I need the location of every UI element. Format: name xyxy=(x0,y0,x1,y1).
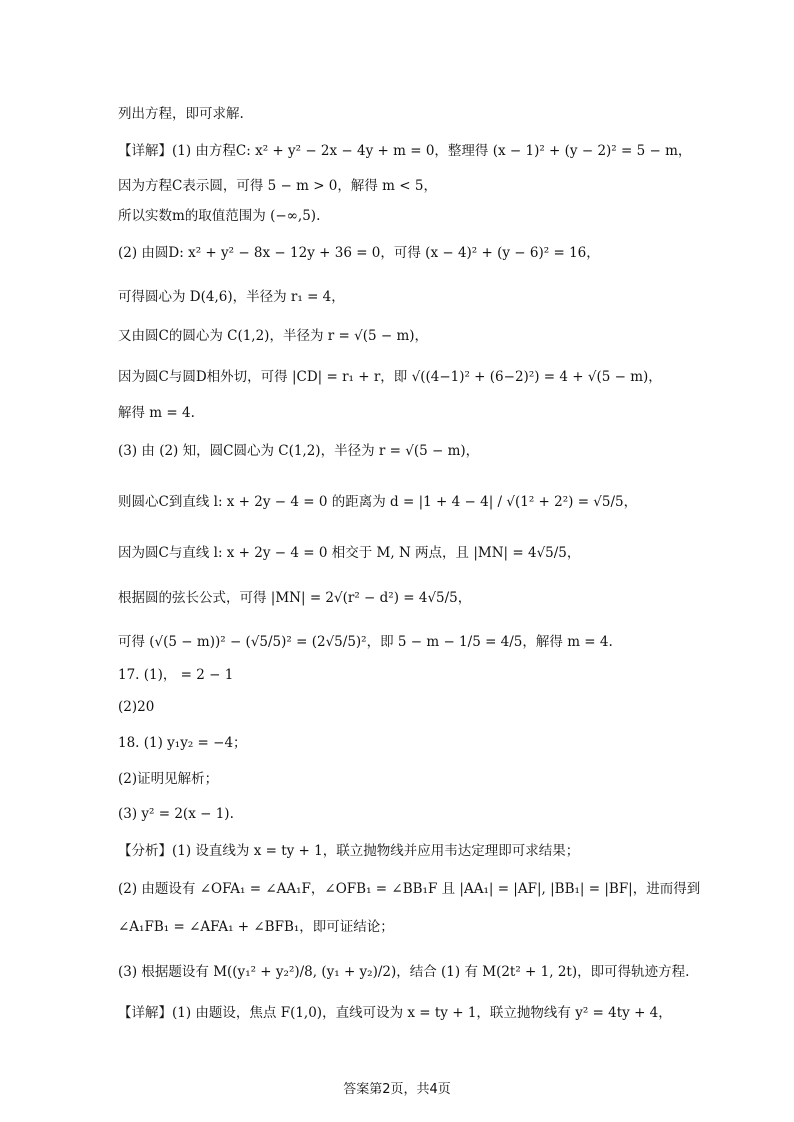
text-line: 又由圆C的圆心为 C(1,2)，半径为 r = √(5 − m)， xyxy=(118,328,429,344)
text-line: 18. (1) y₁y₂ = −4； xyxy=(118,735,247,751)
text-line: 【详解】(1) 由题设，焦点 F(1,0)，直线可设为 x = ty + 1，联立抛物线有 y² = 4ty + 4， xyxy=(118,1005,672,1021)
text-line: 因为方程C表示圆，可得 5 − m > 0，解得 m < 5， xyxy=(118,178,437,194)
text-line: (2)20 xyxy=(118,699,155,715)
text-line: (2) 由题设有 ∠OFA₁ = ∠AA₁F，∠OFB₁ = ∠BB₁F 且 |AA₁| = |AF|, |BB₁| = |BF|，进而得到 xyxy=(118,881,701,897)
page-footer: 答案第2页，共4页 xyxy=(343,1082,451,1097)
text-line: 【详解】(1) 由方程C: x² + y² − 2x − 4y + m = 0，整理得 (x − 1)² + (y − 2)² = 5 − m， xyxy=(118,143,692,159)
text-line: 所以实数m的取值范围为 (−∞,5). xyxy=(118,208,321,224)
text-line: (2) 由圆D: x² + y² − 8x − 12y + 36 = 0，可得 (x − 4)² + (y − 6)² = 16， xyxy=(118,245,600,261)
text-line: 因为圆C与直线 l: x + 2y − 4 = 0 相交于 M, N 两点，且 |MN| = 4√5/5， xyxy=(118,545,581,561)
text-line: 根据圆的弦长公式，可得 |MN| = 2√(r² − d²) = 4√5/5， xyxy=(118,590,472,606)
text-line: ∠A₁FB₁ = ∠AFA₁ + ∠BFB₁，即可证结论； xyxy=(118,919,394,935)
text-line: 可得 (√(5 − m))² − (√5/5)² = (2√5/5)²，即 5 − m − 1/5 = 4/5，解得 m = 4. xyxy=(118,634,613,650)
text-line: 解得 m = 4. xyxy=(118,405,195,421)
text-line: (3) 由 (2) 知，圆C圆心为 C(1,2)，半径为 r = √(5 − m)， xyxy=(118,443,480,459)
text-line: (3) y² = 2(x − 1). xyxy=(118,806,234,822)
text-line: 因为圆C与圆D相外切，可得 |CD| = r₁ + r，即 √((4−1)² + (6−2)²) = 4 + √(5 − m)， xyxy=(118,369,662,385)
text-line: 17. (1)， = 2 − 1 xyxy=(118,667,234,683)
text-line: 可得圆心为 D(4,6)，半径为 r₁ = 4， xyxy=(118,289,345,305)
text-line: (2)证明见解析； xyxy=(118,771,219,787)
text-line: 【分析】(1) 设直线为 x = ty + 1，联立抛物线并应用韦达定理即可求结果； xyxy=(118,843,580,859)
text-line: 列出方程，即可求解. xyxy=(118,106,244,122)
text-line: 则圆心C到直线 l: x + 2y − 4 = 0 的距离为 d = |1 + 4 − 4| / √(1² + 2²) = √5/5， xyxy=(118,494,638,510)
text-line: (3) 根据题设有 M((y₁² + y₂²)/8, (y₁ + y₂)/2)，结合 (1) 有 M(2t² + 1, 2t)，即可得轨迹方程. xyxy=(118,964,690,980)
